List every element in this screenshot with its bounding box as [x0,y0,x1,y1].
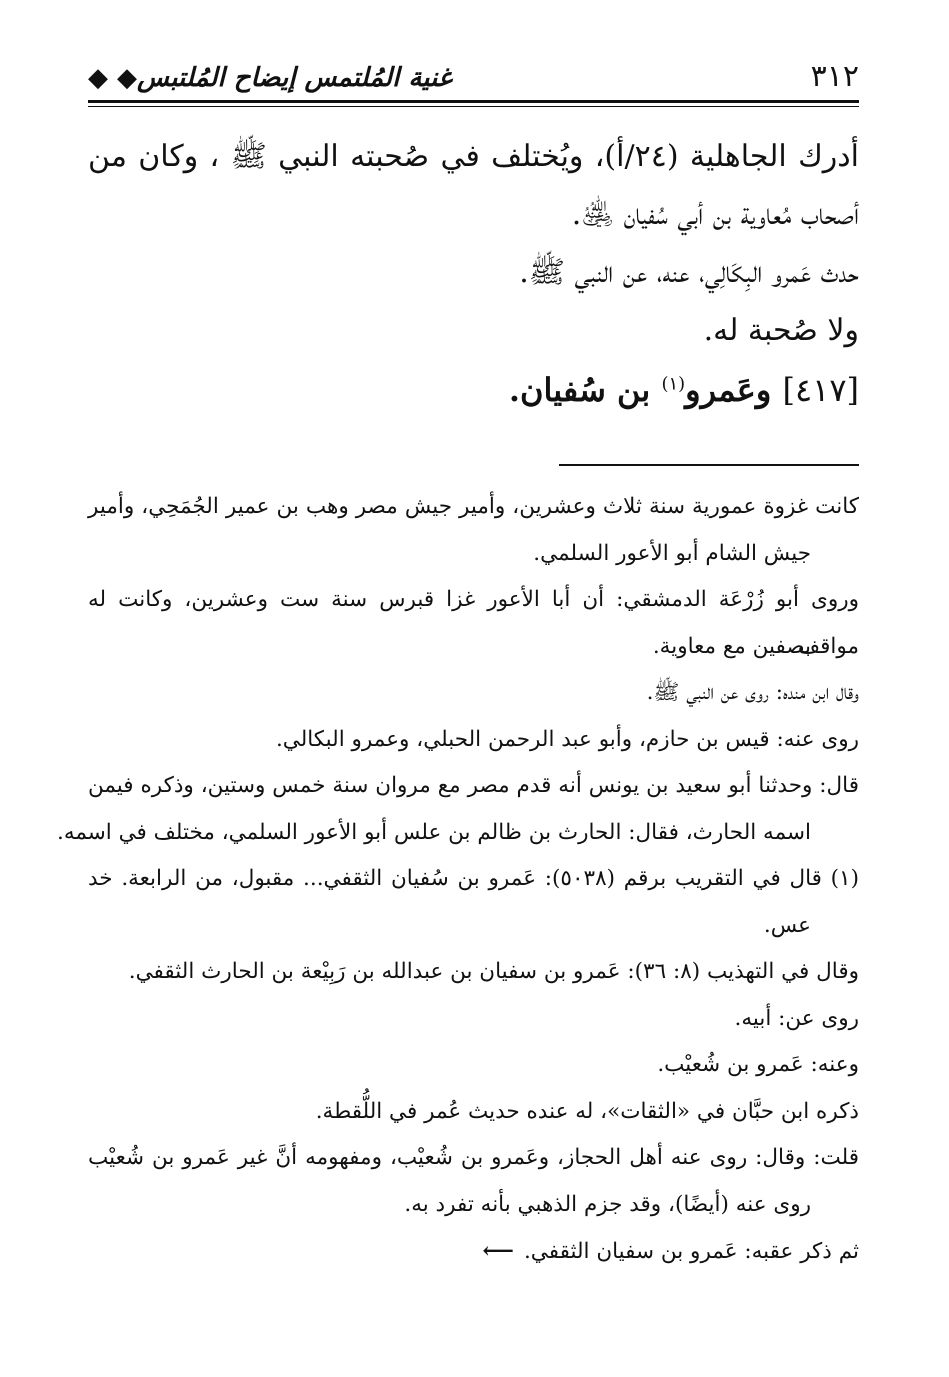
footnote-line [88,531,859,578]
footnote-text: عس. [763,912,811,938]
footnote-line [88,903,859,950]
footnote-text: وروى أبو زُرْعَة الدمشقي: أن أبا الأعور غزا قبرس سنة ست وعشرين، وكانت له مواقف [88,587,859,659]
page-header [88,58,859,96]
footnote-text: روى عن: أبيه. [734,1005,859,1031]
entry-heading [88,360,859,420]
running-title: غنية المُلتمس إيضاح المُلتبس◆ ◆ [88,63,452,93]
footnote-line [88,717,859,764]
footnote-line [57,810,859,857]
entry-name-part1: وعَمرو [685,371,772,409]
footnote-text: ثم ذكر عقبه: عَمرو بن سفيان الثقفي. [523,1239,859,1264]
footnote-text: قلت: وقال: روى عنه أهل الحجاز، وعَمرو بن شُعيْب، ومفهومه أنَّ غير عَمرو بن شُعيْب [88,1145,859,1170]
footnote-line [88,949,859,996]
footnote-text: (١) قال في التقريب برقم (٥٠٣٨): عَمرو بن سُفيان الثقفي... مقبول، من الرابعة. خد [88,866,859,891]
footnote-text: جيش الشام أبو الأعور السلمي. [533,540,811,566]
footnote-line [88,856,859,903]
footnote-text: قال: وحدثنا أبو سعيد بن يونس أنه قدم مصر مع مروان سنة خمس وستين، وذكره فيمن [88,773,859,798]
footnote-line [88,1182,859,1229]
footnotes [57,484,859,1275]
footnote-line [88,1089,859,1136]
footnote-line [88,763,859,810]
footnote-text: وعنه: عَمرو بن شُعيْب. [657,1052,859,1077]
continue-arrow-icon: ⟵ [482,1238,514,1264]
header-rule-thick [88,100,859,103]
footnote-line [88,624,859,671]
footnote-text: اسمه الحارث، فقال: الحارث بن ظالم بن علس أبو الأعور السلمي، مختلف في اسمه. [57,819,811,845]
footnote-separator [559,464,859,466]
footnote-line [88,670,859,717]
main-line-4: ولا صُحبة له. [703,313,859,348]
footnote-text: روى عنه: قيس بن حازم، وأبو عبد الرحمن الحبلي، وعمرو البكالي. [275,726,859,752]
header-rule-thin [88,106,859,107]
footnote-text: روى عنه (أيضًا)، وقد جزم الذهبي بأنه تفرد به. [404,1191,811,1217]
footnote-text: بصفين مع معاوية. [652,633,811,659]
main-text [88,128,859,420]
footnote-line [88,484,859,531]
main-line-2: أصحاب مُعاوية بن أبي سُفيان ﵁. [571,197,859,232]
footnote-text: كانت غزوة عمورية سنة ثلاث وعشرين، وأمير جيش مصر وهب بن عمير الجُمَحِي، وأمير [88,494,859,519]
footnote-text: وقال في التهذيب (٨: ٣٦): عَمرو بن سفيان بن عبدالله بن رَبِيْعة بن الحارث الثقفي. [128,959,859,984]
entry-name-part2: بن سُفيان. [508,371,651,409]
main-line-3: حدث عَمرو البِكَالِي، عنه، عن النبي ﷺ. [519,255,859,290]
footnote-line [88,1042,859,1089]
footnote-line [88,1228,859,1275]
footnote-text: وقال ابن منده: روى عن النبي ﷺ. [646,680,859,705]
page-number: ٣١٢ [810,59,859,94]
footnote-ref: (١) [661,373,686,395]
main-line-1: أدرك الجاهلية (٢٤/أ)، ويُختلف في صُحبته النبي ﷺ ، وكان من [88,139,859,174]
footnote-text: ذكره ابن حبَّان في «الثقات»، له عنده حديث عُمر في اللُّقطة. [315,1098,859,1124]
footnote-line [88,996,859,1043]
entry-number: [٤١٧] [782,371,859,409]
footnote-line [88,1135,859,1182]
